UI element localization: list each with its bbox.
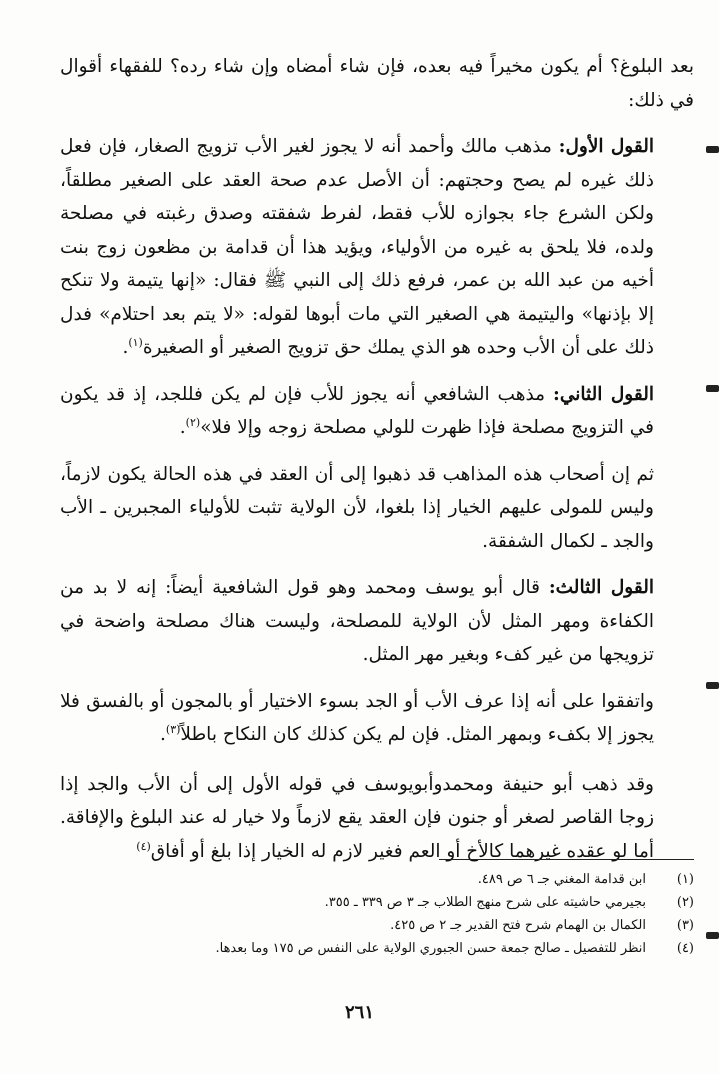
third-opinion-text: قال أبو يوسف ومحمد وهو قول الشافعية أيضاً: إنه لا بد من الكفاءة ومهر المثل لأن الولاية للمصلحة، وليست هناك مصلحة واضحة في تزويجها من غير كفء وبغير مهر المثل.	[60, 577, 654, 665]
first-opinion-text: مذهب مالك وأحمد أنه لا يجوز لغير الأب تزويج الصغار، فإن فعل ذلك غيره لم يصح وحجتهم: أن الأصل عدم صحة العقد على الصغير مطلقاً، ولكن الشرع جاء بجوازه للأب فقط، لفرط شفقته وصدق رغبته في مصلحة ولده، فلا يلحق به غيره من الأولياء، ويؤيد هذا أن قدامة بن مظعون زوج بنت أخيه من عبد الله بن عمر، فرفع ذلك إلى النبي ﷺ فقال: «إنها يتيمة ولا تنكح إلا بإذنها» واليتيمة هي الصغير التي مات أبوها لقوله: «لا يتم بعد احتلام» فدل ذلك على أن الأب وحده هو الذي يملك حق تزويج الصغير أو الصغيرة	[60, 136, 654, 358]
page-number: ٢٦١	[344, 1002, 374, 1023]
page-body	[60, 50, 694, 868]
edge-scan-mark	[706, 385, 719, 392]
footnote-text: بجيرمي حاشيته على شرح منهج الطلاب جـ ٣ ص ٣٣٩ ـ ٣٥٥.	[324, 895, 646, 910]
footnote-ref-2[interactable]: (٢)	[185, 415, 201, 429]
edge-scan-mark	[706, 932, 719, 939]
footnote-number: (١)	[676, 872, 694, 887]
third-opinion-heading: القول الثالث:	[548, 577, 654, 598]
hanafi-view-text: وقد ذهب أبو حنيفة ومحمدوأبويوسف في قوله الأول إلى أن الأب والجد إذا زوجا القاصر لصغر أو جنون فإن العقد يقع لازماً ولا خيار له عند البلوغ والإفاقة. أما لو عقده غيرهما كالأخ أو العم فغير لازم له الخيار إذا بلغ أو أفاق	[60, 773, 654, 862]
paragraph-agreement: واتفقوا على أنه إذا عرف الأب أو الجد بسوء الاختيار أو بالمجون أو بالفسق فلا يجوز إلا بكفء وبمهر المثل. فإن لم يكن كذلك كان النكاح باطلاً$^{(٣)}$.	[60, 690, 654, 745]
paragraph-binding-contract: ثم إن أصحاب هذه المذاهب قد ذهبوا إلى أن العقد في هذه الحالة يكون لازماً، وليس للمولى عليهم الخيار إذا بلغوا، لأن الولاية تثبت للأولياء المجبرين ـ الأب والجد ـ لكمال الشفقة.	[60, 463, 654, 552]
second-opinion-text: مذهب الشافعي أنه يجوز للأب فإن لم يكن فللجد، إذ قد يكون في التزويج مصلحة فإذا ظهرت للولي مصلحة زوجه وإلا فلا»	[60, 383, 654, 438]
footnotes	[84, 868, 694, 960]
paragraph-third-opinion	[60, 571, 694, 672]
footnote-item	[84, 868, 694, 891]
footnote-text: الكمال بن الهمام شرح فتح القدير جـ ٢ ص ٤٢٥.	[390, 918, 646, 933]
footnote-text: ابن قدامة المغني جـ ٦ ص ٤٨٩.	[477, 872, 646, 887]
edge-scan-mark	[706, 682, 719, 689]
second-opinion-heading: القول الثاني:	[553, 383, 654, 405]
footnote-ref-4[interactable]: (٤)	[136, 839, 151, 853]
footnote-item	[84, 937, 694, 960]
footnote-number: (٢)	[676, 895, 694, 910]
footnote-item	[84, 891, 694, 914]
edge-scan-mark	[706, 146, 719, 153]
paragraph-hanafi-view	[60, 768, 694, 869]
first-opinion-heading: القول الأول:	[558, 136, 654, 157]
agreement-text: واتفقوا على أنه إذا عرف الأب أو الجد بسوء الاختيار أو بالمجون أو بالفسق فلا يجوز إلا بكفء وبمهر المثل. فإن لم يكن كذلك كان النكاح باطلاً	[60, 690, 654, 745]
footnote-ref-3[interactable]: (٣)	[165, 722, 181, 736]
footnote-ref-1[interactable]: (١)	[128, 335, 143, 349]
footnote-text: انظر للتفصيل ـ صالح جمعة حسن الجبوري الولاية على النفس ص ١٧٥ وما بعدها.	[215, 941, 646, 956]
footnote-number: (٤)	[676, 941, 694, 956]
footnote-item	[84, 914, 694, 937]
paragraph-intro: بعد البلوغ؟ أم يكون مخيراً فيه بعده، فإن شاء أمضاه وإن شاء رده؟ للفقهاء أقوال في ذلك:	[60, 56, 694, 111]
footnote-number: (٣)	[676, 918, 694, 933]
paragraph-first-opinion: القول الأول: مذهب مالك وأحمد أنه لا يجوز لغير الأب تزويج الصغار، فإن فعل ذلك غيره لم يصح وحجتهم: أن الأصل عدم صحة العقد على الصغير مطلقاً، ولكن الشرع جاء بجوازه للأب فقط، لفرط شفقته وصدق رغبته في مصلحة ولده، فلا يلحق به غيره من الأولياء، ويؤيد هذا أن قدامة بن مظعون زوج بنت أخيه من عبد الله بن عمر، فرفع ذلك إلى النبي ﷺ فقال: «إنها يتيمة ولا تنكح إلا بإذنها» واليتيمة هي الصغير التي مات أبوها لقوله: «لا يتم بعد احتلام» فدل ذلك على أن الأب وحده هو الذي يملك حق تزويج الصغير أو الصغيرة$^{(١)}$.	[60, 136, 654, 358]
footnote-divider	[439, 859, 694, 860]
paragraph-second-opinion: القول الثاني: مذهب الشافعي أنه يجوز للأب فإن لم يكن فللجد، إذ قد يكون في التزويج مصلحة فإذا ظهرت للولي مصلحة زوجه وإلا فلا»$^{(٢)}$.	[60, 383, 654, 438]
